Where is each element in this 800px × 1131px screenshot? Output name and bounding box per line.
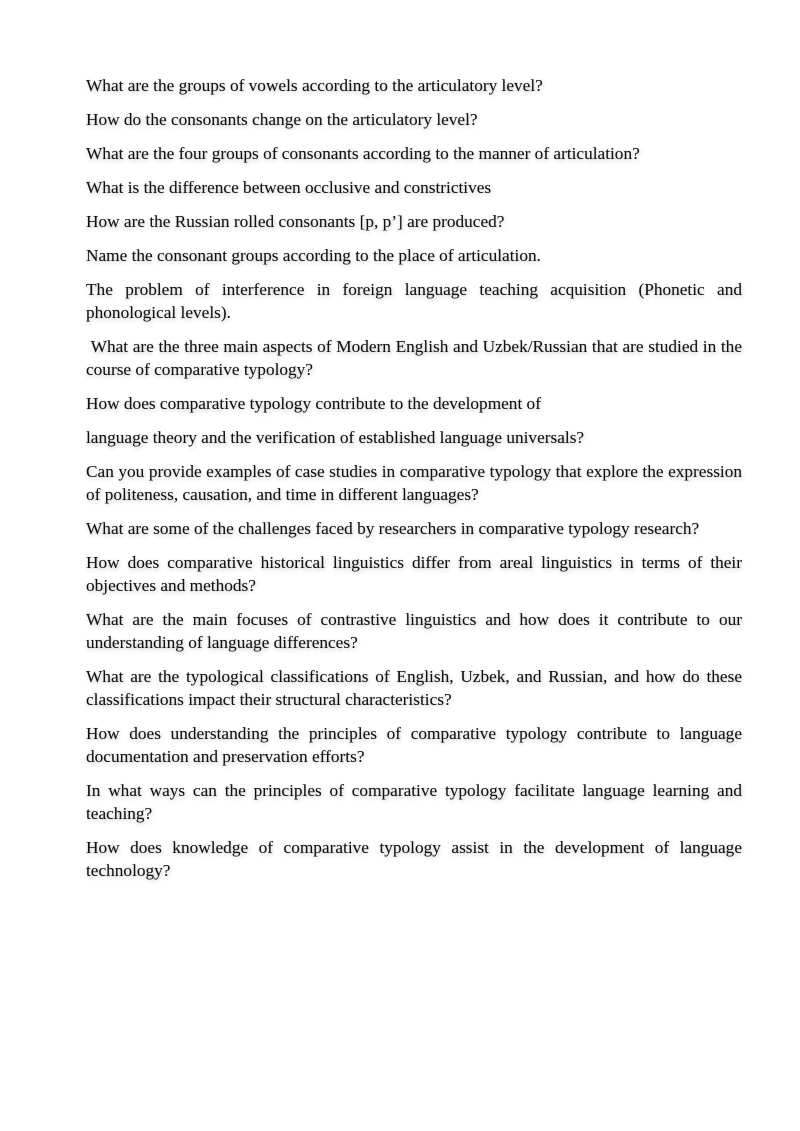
question-paragraph: What are the main focuses of contrastive linguistics and how does it contribute to our understanding of language differences? [86, 610, 742, 652]
question-paragraph: How does knowledge of comparative typology assist in the development of language technology? [86, 838, 742, 880]
question-paragraph: What are the typological classifications of English, Uzbek, and Russian, and how do these classifications impact their structural characteristics? [86, 667, 742, 709]
question-paragraph: In what ways can the principles of comparative typology facilitate language learning and teaching? [86, 781, 742, 823]
question-paragraph: The problem of interference in foreign language teaching acquisition (Phonetic and phonological levels). [86, 280, 742, 322]
question-paragraph: What is the difference between occlusive and constrictives [86, 178, 492, 197]
question-paragraph: What are the four groups of consonants according to the manner of articulation? [86, 144, 640, 163]
question-paragraph: How does comparative typology contribute to the development of [86, 394, 541, 413]
question-paragraph: What are some of the challenges faced by researchers in comparative typology research? [86, 519, 700, 538]
question-paragraph: How do the consonants change on the articulatory level? [86, 110, 478, 129]
question-paragraph: How does comparative historical linguistics differ from areal linguistics in terms of their objectives and methods? [86, 553, 742, 595]
question-paragraph: What are the three main aspects of Modern English and Uzbek/Russian that are studied in the course of comparative typology? [86, 337, 747, 379]
question-paragraph: How does understanding the principles of comparative typology contribute to language documentation and preservation efforts? [86, 724, 742, 766]
question-paragraph: Name the consonant groups according to the place of articulation. [86, 246, 541, 265]
question-paragraph: Can you provide examples of case studies in comparative typology that explore the expression of politeness, causation, and time in different languages? [86, 462, 742, 504]
question-paragraph: What are the groups of vowels according to the articulatory level? [86, 76, 543, 95]
question-paragraph: language theory and the verification of established language universals? [86, 428, 585, 447]
question-paragraph: How are the Russian rolled consonants [p, p’] are produced? [86, 212, 505, 231]
